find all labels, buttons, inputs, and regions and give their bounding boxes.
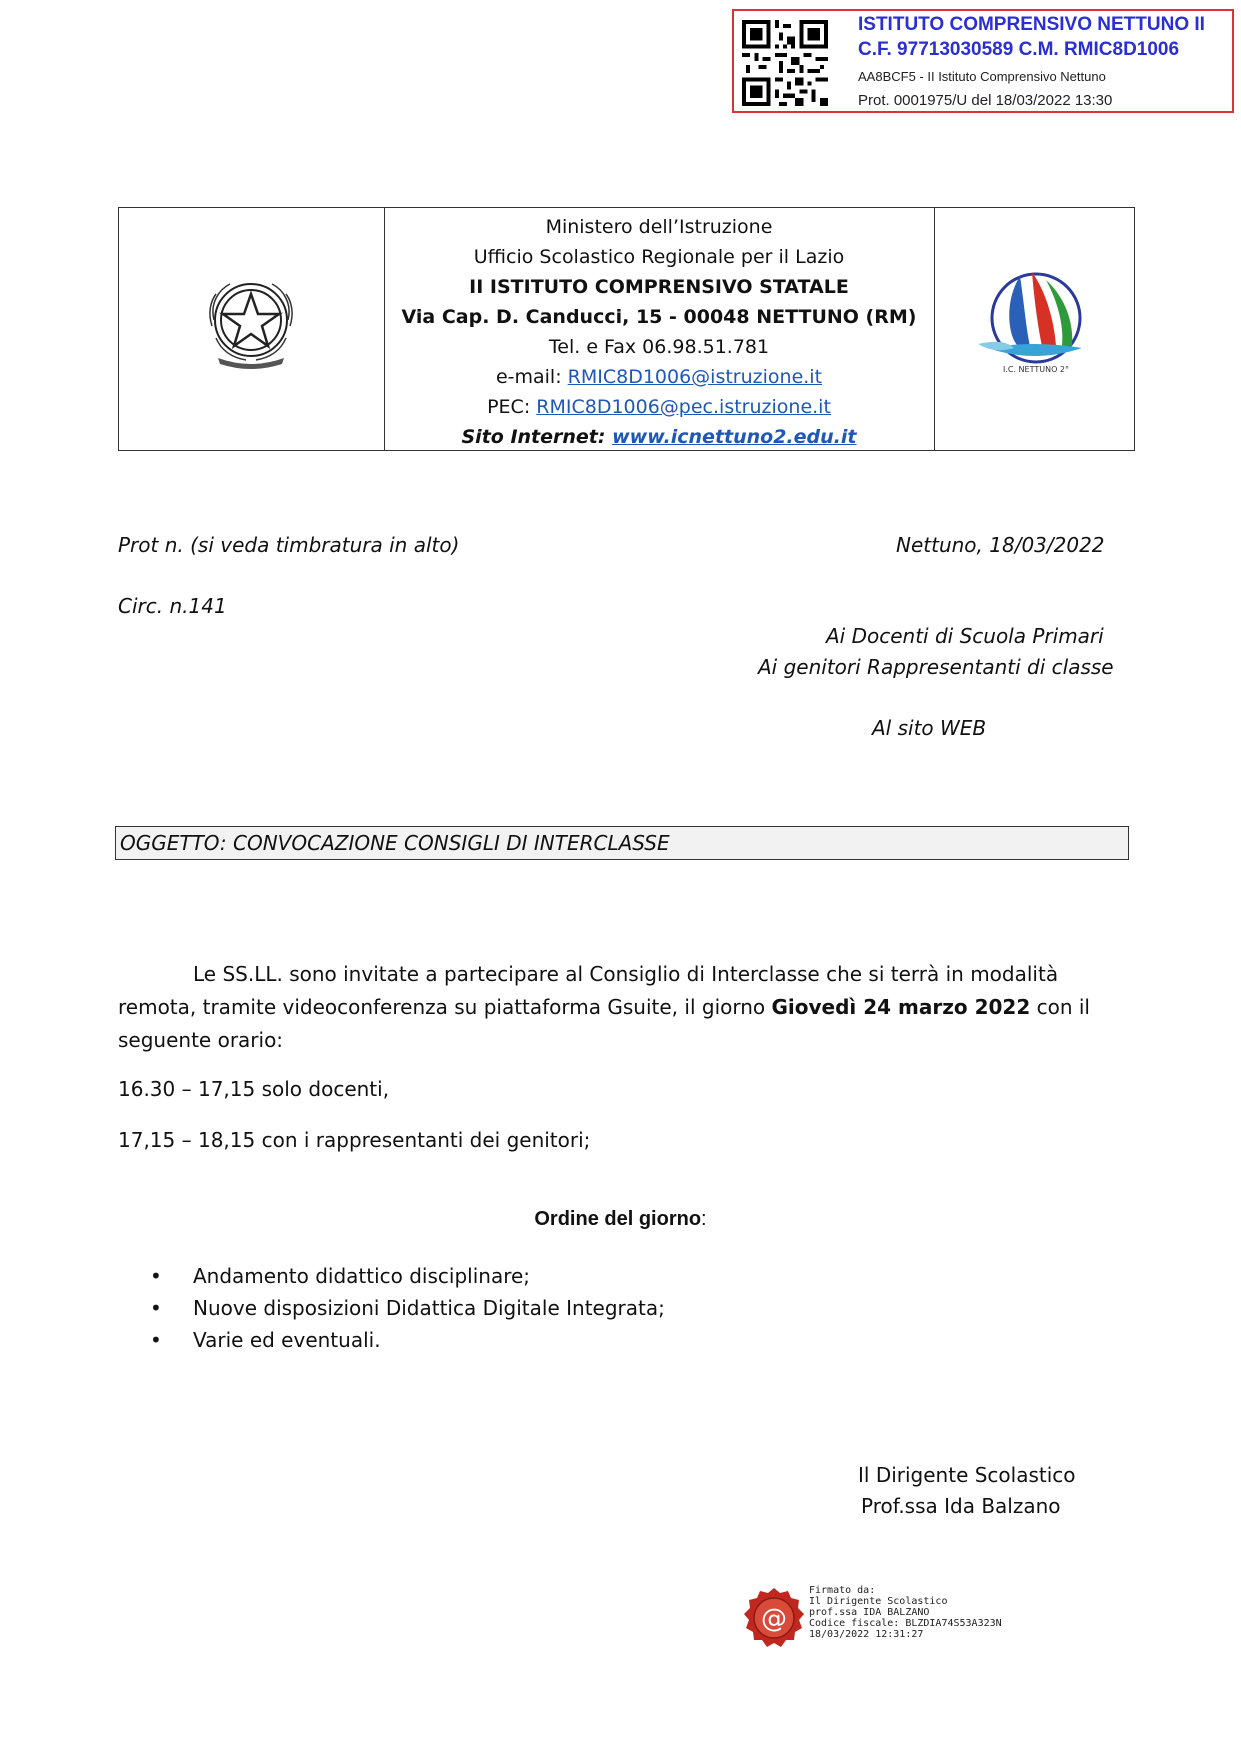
ministry-name: Ministero dell’Istruzione: [545, 216, 773, 238]
email-link[interactable]: RMIC8D1006@istruzione.it: [567, 366, 823, 388]
subject-box: [115, 826, 1129, 860]
pec-label: PEC:: [487, 396, 537, 418]
meeting-date: Giovedì 24 marzo 2022: [771, 995, 1031, 1019]
signer-role: Il Dirigente Scolastico: [858, 1463, 1076, 1487]
agenda-item-text: Nuove disposizioni Didattica Digitale Integrata;: [193, 1296, 665, 1320]
signature-line: Il Dirigente Scolastico: [809, 1596, 948, 1607]
signer-name: Prof.ssa Ida Balzano: [861, 1494, 1061, 1518]
bullet-icon: •: [150, 1328, 162, 1352]
qr-code-icon: [742, 20, 828, 106]
protocol-reference: Prot n. (si veda timbratura in alto): [118, 533, 460, 557]
signature-line: 18/03/2022 12:31:27: [809, 1629, 924, 1640]
recipient-teachers: Ai Docenti di Scuola Primari: [826, 624, 1104, 648]
stamp-school-name: ISTITUTO COMPRENSIVO NETTUNO II: [858, 14, 1205, 35]
agenda-item: [150, 1296, 665, 1328]
signature-line: Codice fiscale: BLZDIA74S53A323N: [809, 1618, 1002, 1629]
signature-line: Firmato da:: [809, 1585, 876, 1596]
pec-link[interactable]: RMIC8D1006@pec.istruzione.it: [536, 396, 831, 418]
bullet-icon: •: [150, 1264, 162, 1288]
stamp-tax-code: C.F. 97713030589 C.M. RMIC8D1006: [858, 39, 1180, 60]
school-address: Via Cap. D. Canducci, 15 - 00048 NETTUNO (RM): [401, 306, 917, 328]
school-logo-icon: [974, 268, 1094, 378]
website-line: [384, 425, 934, 449]
republic-emblem-icon: [196, 274, 306, 370]
stamp-registry: AA8BCF5 - II Istituto Comprensivo Nettuno: [858, 69, 1106, 84]
body-line-3: seguente orario:: [118, 1028, 284, 1052]
letterhead-logo-cell: [934, 208, 1134, 450]
signature-details: [809, 1585, 1002, 1640]
schedule-teachers: 16.30 – 17,15 solo docenti,: [118, 1077, 390, 1101]
protocol-stamp: [732, 9, 1234, 113]
agenda-item-text: Andamento didattico disciplinare;: [193, 1264, 531, 1288]
bullet-icon: •: [150, 1296, 162, 1320]
place-date: Nettuno, 18/03/2022: [896, 533, 1105, 557]
email-line: [384, 365, 934, 389]
letterhead-table: [118, 207, 1135, 451]
email-label: e-mail:: [495, 366, 568, 388]
agenda-item: [150, 1328, 665, 1360]
letterhead-emblem-cell: [119, 208, 385, 450]
agenda-title: Ordine del giorno: [534, 1208, 702, 1230]
regional-office: Ufficio Scolastico Regionale per il Lazio: [473, 246, 845, 268]
stamp-protocol-number: Prot. 0001975/U del 18/03/2022 13:30: [858, 92, 1113, 109]
wax-seal-icon: [741, 1585, 807, 1651]
agenda-item: [150, 1264, 665, 1296]
website-link[interactable]: www.icnettuno2.edu.it: [612, 426, 857, 448]
body-line-2-text: remota, tramite videoconferenza su piattaforma Gsuite, il giorno: [118, 995, 772, 1019]
body-line-2: [118, 995, 1090, 1019]
body-line-2-end: con il: [1030, 995, 1090, 1019]
school-logo-caption: I.C. NETTUNO 2°: [1002, 365, 1070, 374]
recipient-website: Al sito WEB: [872, 716, 987, 740]
svg-text:@: @: [761, 1604, 787, 1634]
schedule-parents: 17,15 – 18,15 con i rappresentanti dei genitori;: [118, 1128, 591, 1152]
agenda-colon: :: [701, 1208, 707, 1230]
website-label: Sito Internet:: [461, 426, 613, 448]
body-line-1: Le SS.LL. sono invitate a partecipare al Consiglio di Interclasse che si terrà in modalità: [193, 962, 1059, 986]
school-name: II ISTITUTO COMPRENSIVO STATALE: [469, 276, 849, 298]
recipient-parents: Ai genitori Rappresentanti di classe: [758, 655, 1114, 679]
signature-line: prof.ssa IDA BALZANO: [809, 1607, 930, 1618]
school-phone: Tel. e Fax 06.98.51.781: [548, 336, 770, 358]
pec-line: [384, 395, 934, 419]
digital-signature: [741, 1585, 1041, 1669]
agenda-heading: [0, 1208, 1241, 1231]
circular-number: Circ. n.141: [118, 594, 227, 618]
agenda-item-text: Varie ed eventuali.: [193, 1328, 381, 1352]
letterhead-info-cell: [384, 208, 935, 450]
agenda-list: [150, 1264, 665, 1360]
subject-text: OGGETTO: CONVOCAZIONE CONSIGLI DI INTERCLASSE: [120, 831, 670, 855]
